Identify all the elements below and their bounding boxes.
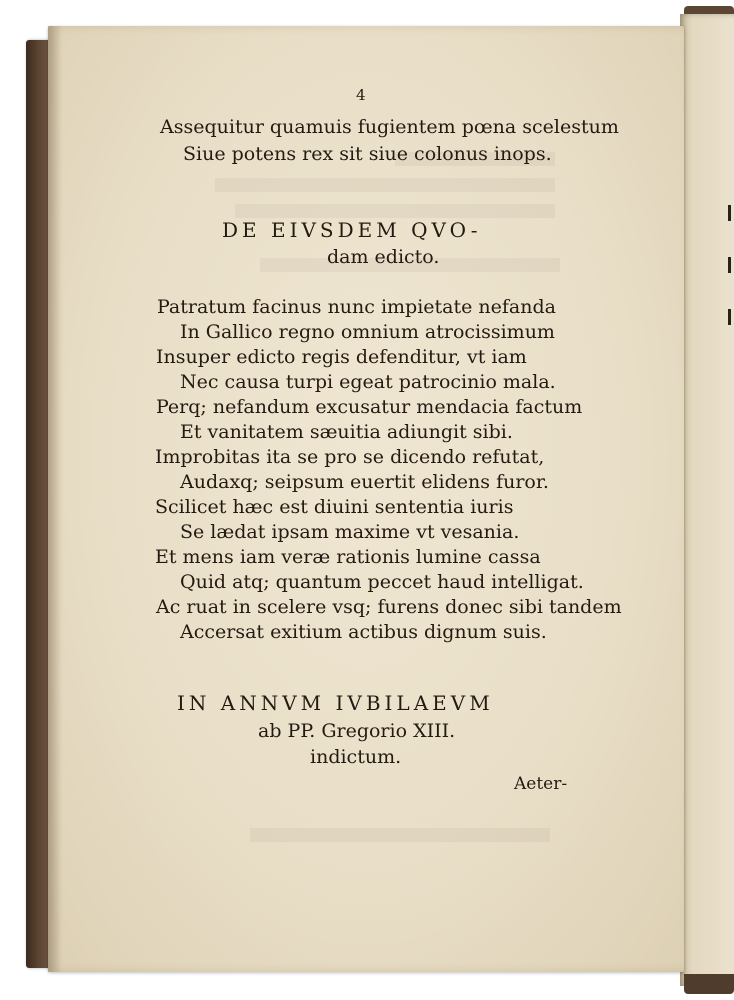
show-through-shadow (235, 204, 555, 218)
verse-line: Perq; nefandum excusatur mendacia factum (156, 396, 583, 418)
verse-line: Ac ruat in scelere vsq; furens donec sibi tandem (156, 596, 622, 618)
verse-line: Accersat exitium actibus dignum suis. (180, 621, 547, 643)
verse-line: Et vanitatem sæuitia adiungit sibi. (180, 421, 513, 443)
verse-line: Quid atq; quantum peccet haud intelligat. (180, 571, 584, 593)
verse-line: In Gallico regno omnium atrocissimum (180, 321, 555, 343)
facing-page-letter-mark (728, 205, 731, 221)
section-heading-continuation: indictum. (310, 746, 402, 768)
section-heading: IN ANNVM IVBILAEVM (177, 691, 494, 715)
verse-line: Audaxq; seipsum euertit elidens furor. (180, 471, 549, 493)
verse-line: Improbitas ita se pro se dicendo refutat, (155, 446, 545, 468)
verse-line: Assequitur quamuis fugientem pœna scelestum (160, 116, 619, 138)
facing-page (680, 14, 734, 986)
catchword: Aeter- (514, 774, 568, 794)
verse-line: Scilicet hæc est diuini sententia iuris (155, 496, 514, 518)
facing-page-letter-mark (728, 309, 731, 325)
verse-line: Siue potens rex sit siue colonus inops. (183, 143, 552, 165)
verse-line: Patratum facinus nunc impietate nefanda (157, 296, 556, 318)
show-through-shadow (250, 828, 550, 842)
page-number: 4 (356, 86, 366, 104)
verse-line: Et mens iam veræ rationis lumine cassa (155, 546, 541, 568)
verse-line: Nec causa turpi egeat patrocinio mala. (180, 371, 556, 393)
verse-line: Se lædat ipsam maxime vt vesania. (180, 521, 520, 543)
verse-line: Insuper edicto regis defenditur, vt iam (156, 346, 527, 368)
page-gutter-shadow (48, 26, 62, 972)
section-heading-continuation: ab PP. Gregorio XIII. (258, 720, 456, 742)
facing-cover-bottom (684, 974, 734, 994)
facing-page-letter-mark (728, 257, 731, 273)
section-heading: DE EIVSDEM QVO- (222, 218, 482, 242)
show-through-shadow (215, 178, 555, 192)
section-heading-continuation: dam edicto. (327, 246, 440, 268)
